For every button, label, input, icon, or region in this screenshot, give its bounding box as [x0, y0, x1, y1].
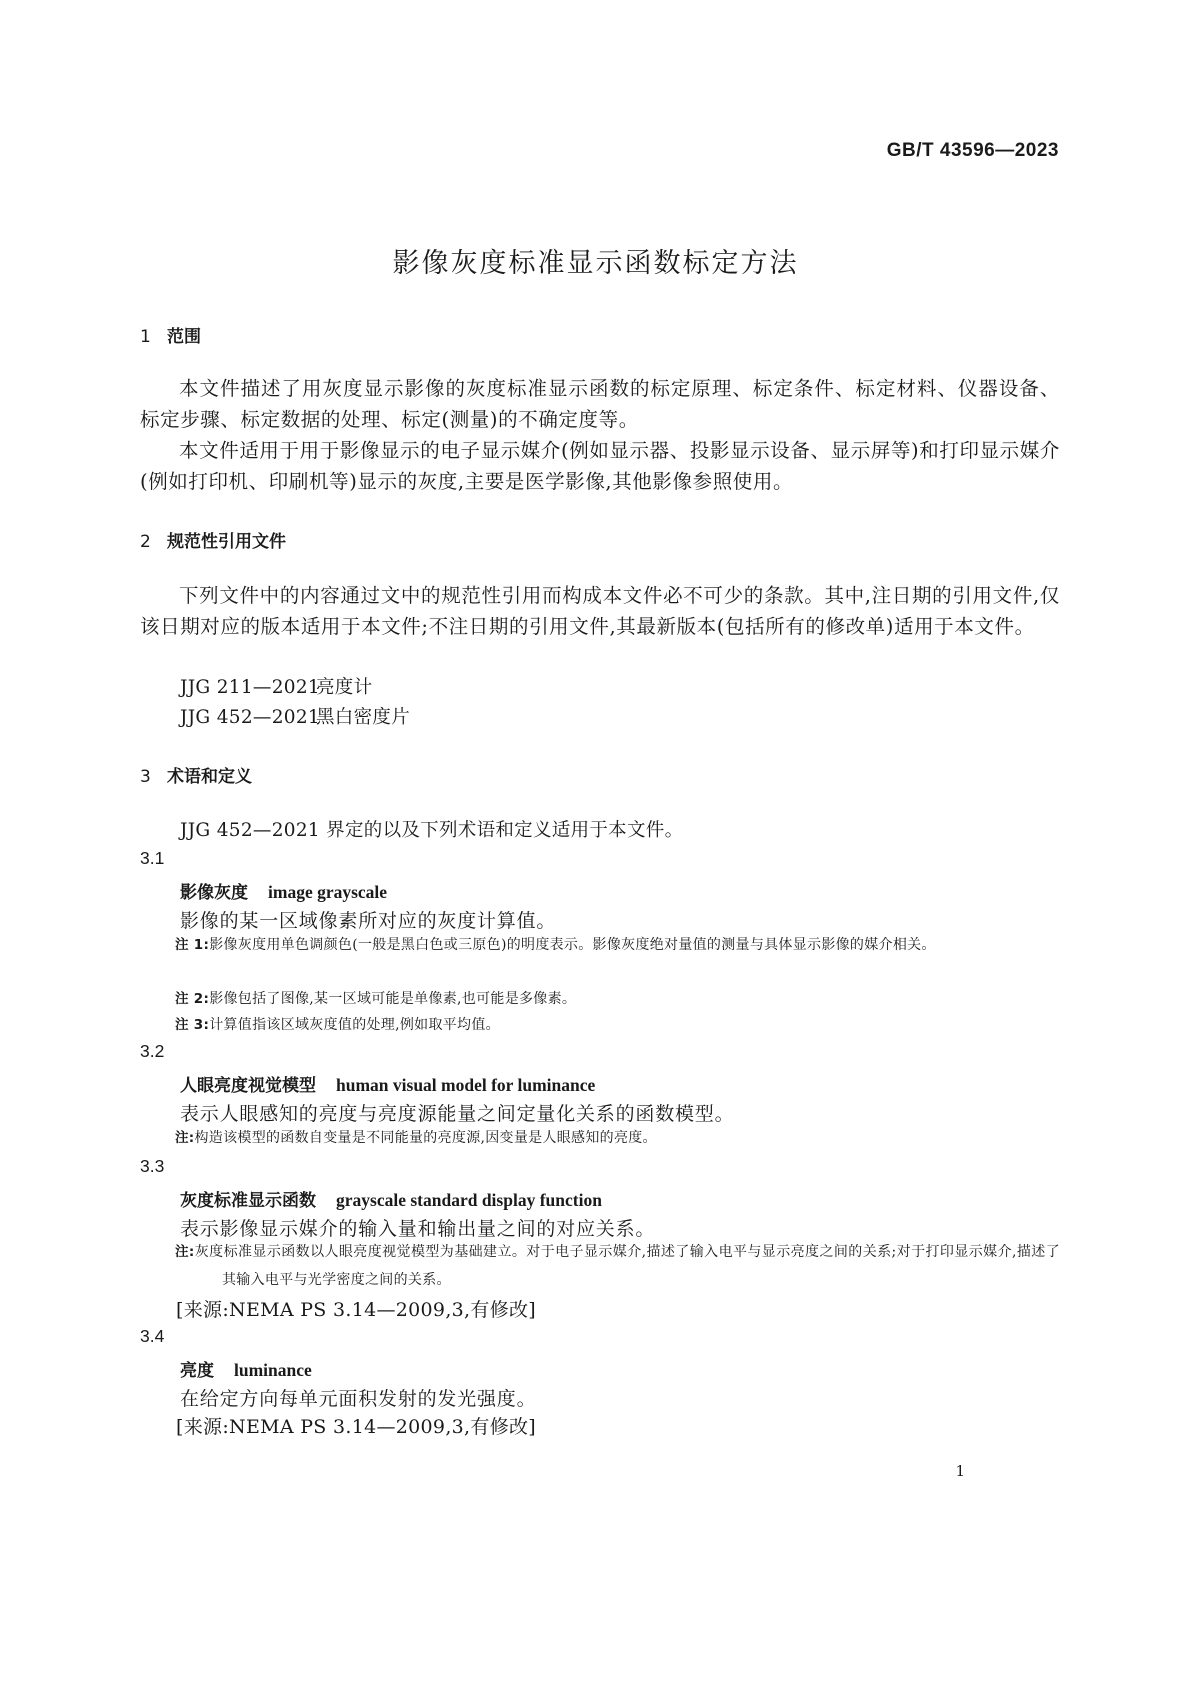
- term-heading: [180, 1186, 602, 1211]
- term-note: [175, 931, 1060, 959]
- term-english: grayscale standard display function: [336, 1190, 602, 1210]
- note-text: 影像包括了图像,某一区域可能是单像素,也可能是多像素。: [209, 991, 577, 1007]
- term-chinese: 人眼亮度视觉模型: [180, 1076, 316, 1096]
- term-note: [175, 1011, 1060, 1039]
- term-chinese: 灰度标准显示函数: [180, 1191, 316, 1211]
- note-text: 构造该模型的函数自变量是不同能量的亮度源,因变量是人眼感知的亮度。: [194, 1130, 657, 1146]
- note-label: 注:: [175, 1244, 195, 1260]
- term-chinese: 亮度: [180, 1361, 214, 1381]
- note-text: 灰度标准显示函数以人眼亮度视觉模型为基础建立。对于电子显示媒介,描述了输入电平与显示亮度之间的关系;对于打印显示媒介,描述了其输入电平与光学密度之间的关系。: [194, 1244, 1061, 1288]
- term-number: 3.3: [140, 1156, 165, 1176]
- term-source: [来源:NEMA PS 3.14—2009,3,有修改]: [176, 1299, 537, 1321]
- reference-code: JJG 211—2021: [180, 677, 320, 698]
- note-label: 注 3:: [175, 1017, 210, 1033]
- term-heading: [180, 1356, 312, 1381]
- page-number: 1: [955, 1462, 965, 1480]
- standard-number: GB/T 43596—2023: [886, 140, 1059, 161]
- term-heading: [180, 878, 387, 903]
- reference-item: [180, 673, 372, 699]
- section-2-number: 2: [140, 532, 151, 552]
- term-number: 3.1: [140, 848, 165, 868]
- section-2-paragraph: 下列文件中的内容通过文中的规范性引用而构成本文件必不可少的条款。其中,注日期的引用文件,仅该日期对应的版本适用于本文件;不注日期的引用文件,其最新版本(包括所有的修改单)适用于本文件。: [140, 584, 1060, 638]
- section-1-heading: [140, 322, 201, 347]
- term-note: [175, 1124, 1060, 1152]
- term-definition: 影像的某一区域像素所对应的灰度计算值。: [180, 910, 557, 932]
- note-text: 影像灰度用单色调颜色(一般是黑白色或三原色)的明度表示。影像灰度绝对量值的测量与具体显示影像的媒介相关。: [209, 937, 936, 953]
- section-2-title: 规范性引用文件: [167, 532, 286, 552]
- section-1-number: 1: [140, 327, 151, 347]
- document-title: 影像灰度标准显示函数标定方法: [392, 248, 799, 279]
- term-english: image grayscale: [268, 882, 388, 902]
- section-1-title: 范围: [167, 327, 201, 347]
- term-definition: 表示影像显示媒介的输入量和输出量之间的对应关系。: [180, 1218, 656, 1240]
- section-1-paragraph-2: 本文件适用于用于影像显示的电子显示媒介(例如显示器、投影显示设备、显示屏等)和打印显示媒介(例如打印机、印刷机等)显示的灰度,主要是医学影像,其他影像参照使用。: [140, 439, 1060, 493]
- note-label: 注 1:: [175, 937, 210, 953]
- term-definition: 表示人眼感知的亮度与亮度源能量之间定量化关系的函数模型。: [180, 1103, 735, 1125]
- term-note: [175, 1238, 1060, 1294]
- section-2-heading: [140, 527, 286, 552]
- section-3-title: 术语和定义: [167, 767, 252, 787]
- term-number: 3.4: [140, 1326, 165, 1346]
- term-number: 3.2: [140, 1041, 165, 1061]
- term-source: [来源:NEMA PS 3.14—2009,3,有修改]: [176, 1416, 537, 1438]
- term-english: luminance: [234, 1360, 312, 1380]
- term-heading: [180, 1071, 595, 1096]
- reference-name: 亮度计: [316, 677, 373, 698]
- section-3-number: 3: [140, 767, 151, 787]
- reference-code: JJG 452—2021: [180, 707, 320, 728]
- term-definition: 在给定方向每单元面积发射的发光强度。: [180, 1388, 537, 1410]
- reference-name: 黑白密度片: [316, 707, 411, 728]
- term-note: [175, 985, 1060, 1013]
- term-english: human visual model for luminance: [336, 1075, 596, 1095]
- note-label: 注:: [175, 1130, 195, 1146]
- section-3-intro: JJG 452—2021 界定的以及下列术语和定义适用于本文件。: [180, 820, 684, 841]
- term-chinese: 影像灰度: [180, 883, 248, 903]
- note-text: 计算值指该区域灰度值的处理,例如取平均值。: [209, 1017, 500, 1033]
- note-label: 注 2:: [175, 991, 210, 1007]
- reference-item: [180, 703, 410, 729]
- section-3-heading: [140, 762, 252, 787]
- section-1-paragraph-1: 本文件描述了用灰度显示影像的灰度标准显示函数的标定原理、标定条件、标定材料、仪器设备、标定步骤、标定数据的处理、标定(测量)的不确定度等。: [140, 377, 1060, 431]
